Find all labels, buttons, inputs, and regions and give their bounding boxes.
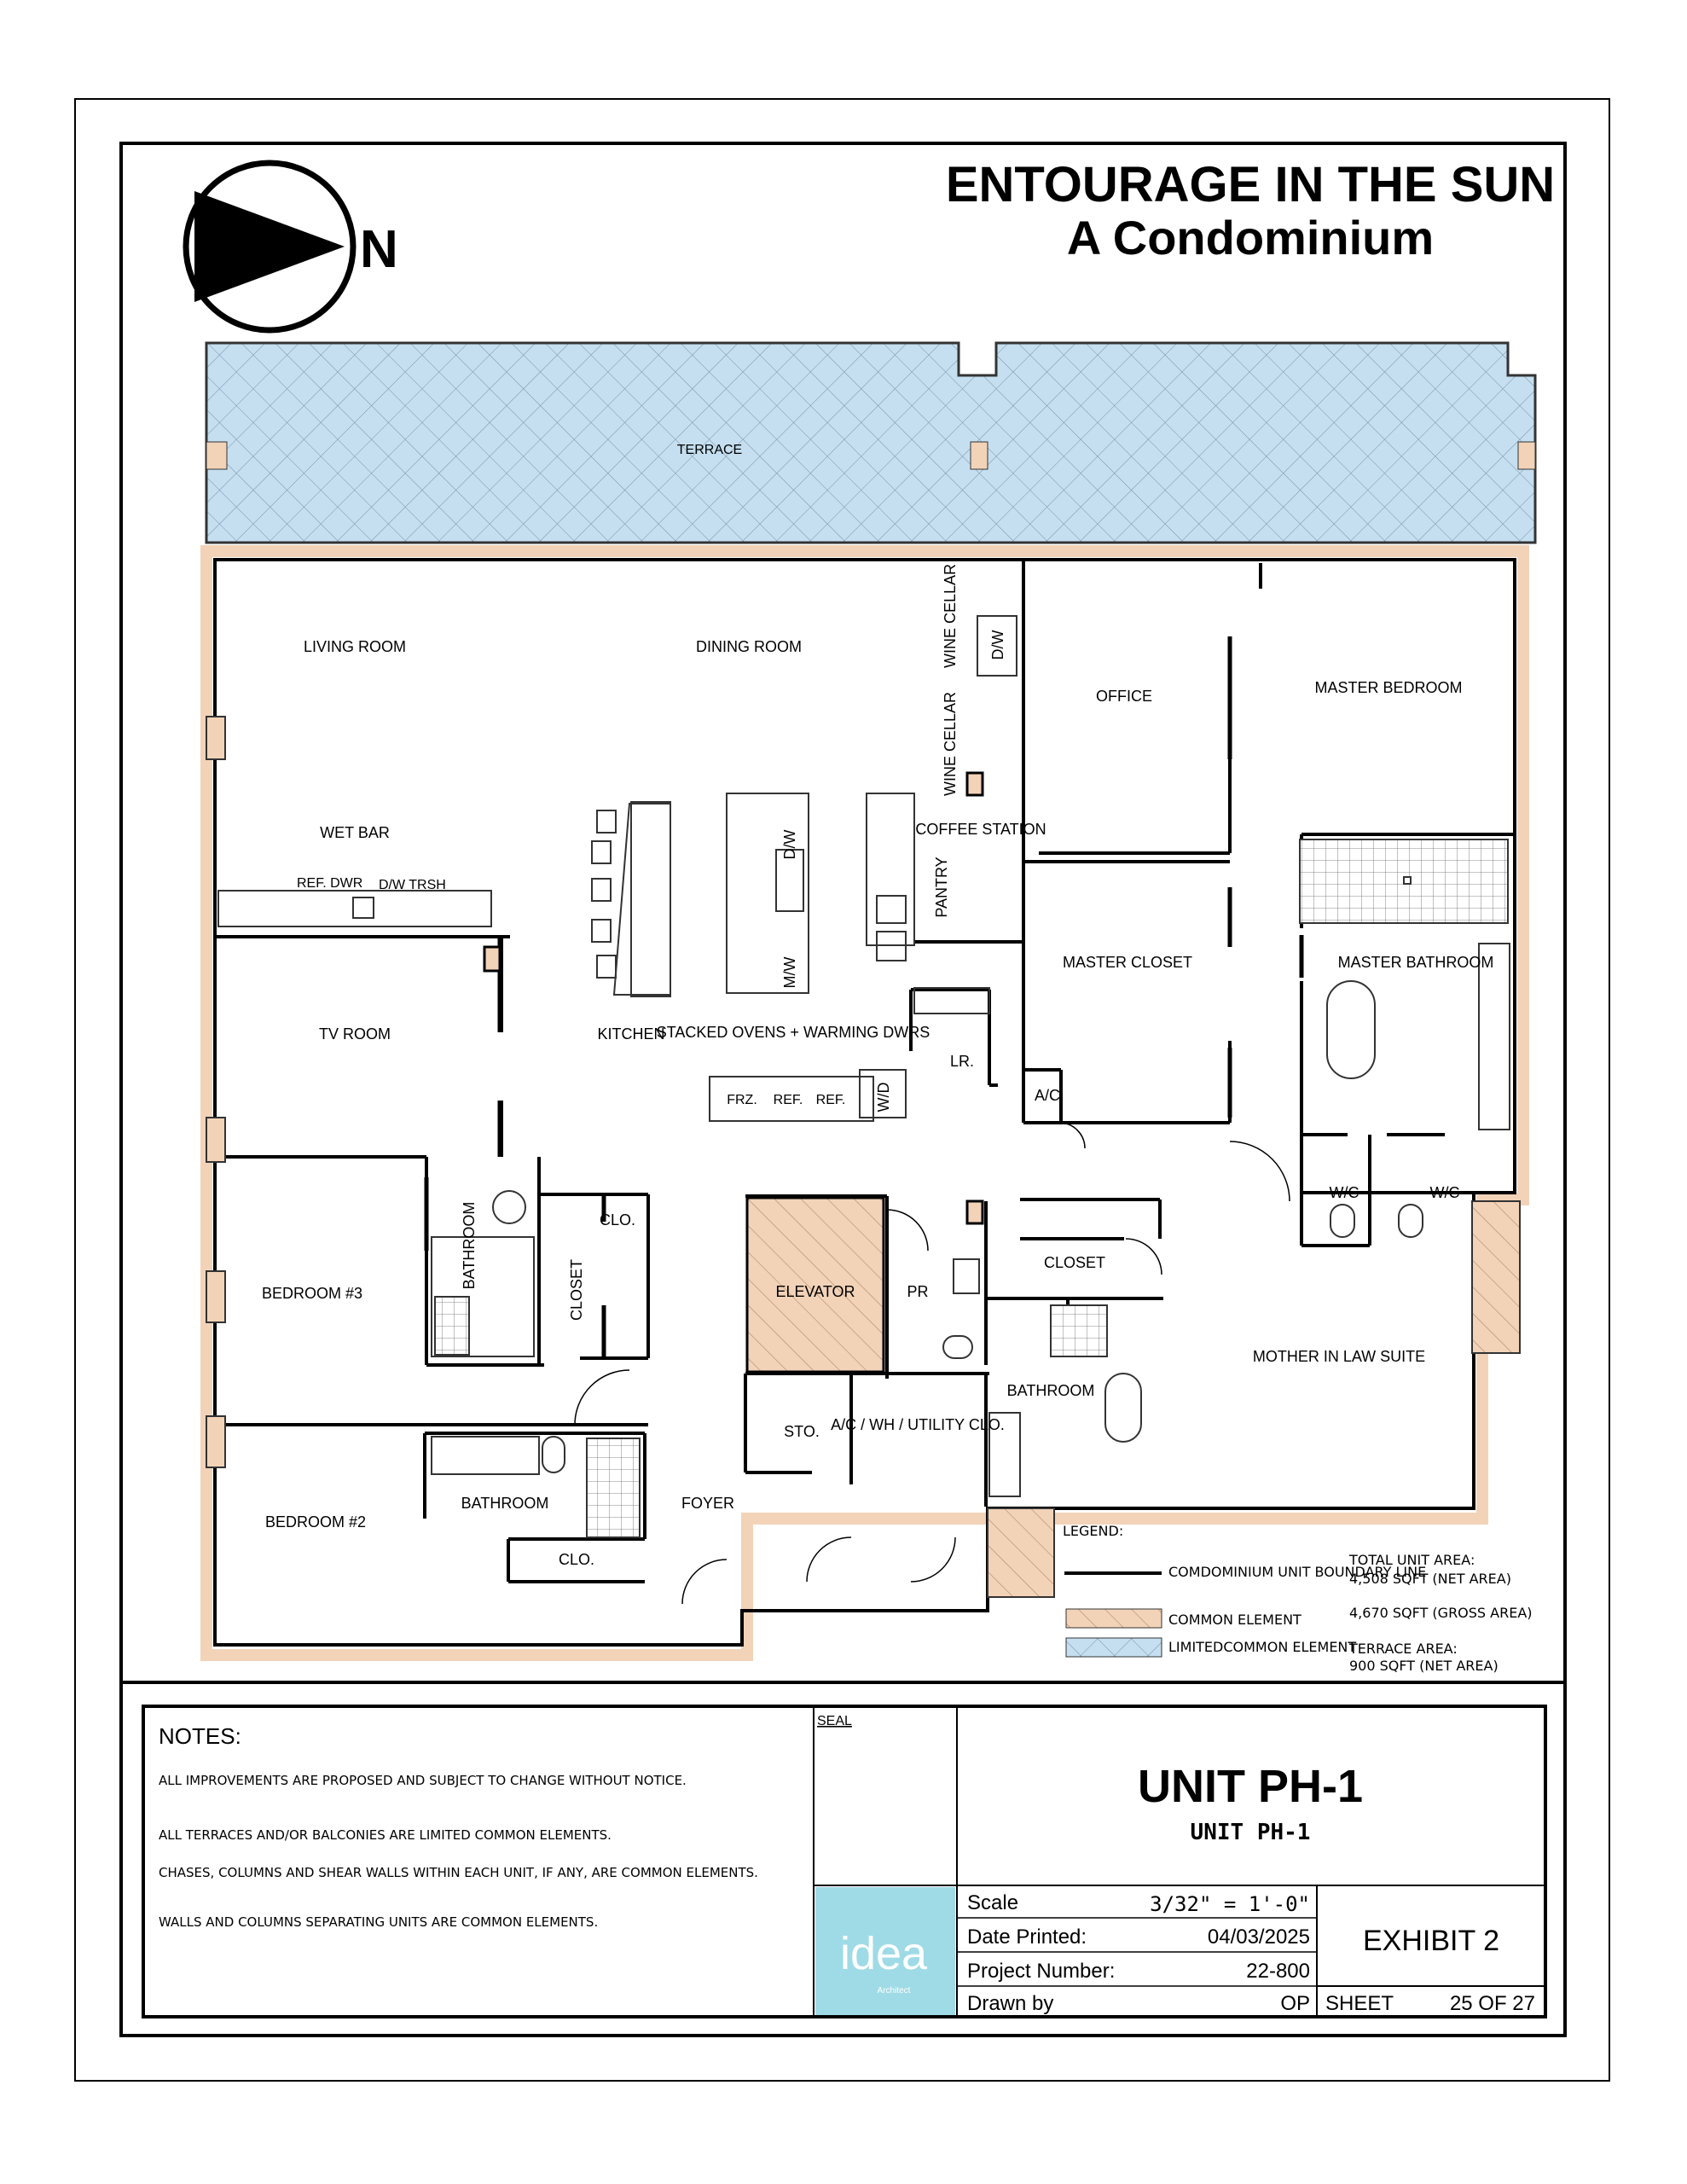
legend-title: LEGEND: <box>1063 1523 1124 1539</box>
project-title: ENTOURAGE IN THE SUN <box>945 157 1556 212</box>
room-label-utility: A/C / WH / UTILITY CLO. <box>831 1416 1005 1433</box>
column-common <box>967 773 983 795</box>
legend-common-swatch <box>1066 1609 1162 1628</box>
legend-terrace-area: 900 SQFT (NET AREA) <box>1349 1658 1499 1674</box>
drawn-by-value: OP <box>1280 1992 1310 2015</box>
door-swings <box>575 1123 1290 1604</box>
note-3-text: CHASES, COLUMNS AND SHEAR WALLS WITHIN EACH UNIT, IF ANY, ARE COMMON ELEMENTS. <box>159 1865 758 1880</box>
room-label-lr: LR. <box>949 1053 975 1070</box>
room-label-coffee-station: COFFEE STATION <box>915 821 1046 838</box>
legend-gross-area: 4,670 SQFT (GROSS AREA) <box>1349 1605 1533 1621</box>
room-label-bathroom2: BATHROOM <box>461 1495 549 1512</box>
note-3 <box>159 1865 758 1880</box>
room-label-wc1: W/C <box>1329 1184 1359 1201</box>
fixture-label-dw-trsh: D/W TRSH <box>379 878 446 892</box>
room-label-elevator: ELEVATOR <box>775 1283 855 1300</box>
note-1 <box>159 1773 687 1788</box>
room-label-foyer: FOYER <box>681 1495 735 1512</box>
fixture-label-ref1: REF. <box>773 1093 803 1107</box>
room-label-clo-top: CLO. <box>599 1211 636 1228</box>
north-arrow-icon <box>186 163 353 330</box>
fixture-label-wd: W/D <box>875 1082 892 1112</box>
unit-boundary-line <box>215 560 1515 1645</box>
legend-terrace-label: TERRACE AREA: <box>1349 1641 1458 1657</box>
room-label-pantry: PANTRY <box>933 857 950 918</box>
room-label-living-room: LIVING ROOM <box>303 638 407 655</box>
fixture-label-dw: D/W <box>989 630 1006 660</box>
scale-value: 3/32" = 1'-0" <box>1150 1892 1310 1916</box>
room-label-wine-cellar: WINE CELLAR <box>942 563 959 669</box>
room-label-wine-cellar-2: WINE CELLAR <box>942 691 959 797</box>
room-label-wet-bar: WET BAR <box>320 824 390 841</box>
room-label-sto: STO. <box>784 1423 820 1440</box>
legend-limited-swatch <box>1066 1638 1162 1657</box>
logo-text: idea <box>839 1928 928 1979</box>
legend-total-label: TOTAL UNIT AREA: <box>1349 1552 1475 1568</box>
room-label-master-closet: MASTER CLOSET <box>1062 954 1193 971</box>
fixture-label-frz: FRZ. <box>727 1093 757 1107</box>
drawn-by-label: Drawn by <box>967 1992 1054 2015</box>
unit-title: UNIT PH-1 <box>1137 1761 1364 1812</box>
master-bedroom-text: MASTER BEDROOM <box>1314 679 1463 696</box>
room-label-office: OFFICE <box>1096 688 1152 705</box>
column-common <box>1472 1201 1520 1353</box>
room-label-mother-in-law: MOTHER IN LAW SUITE <box>1252 1348 1426 1365</box>
unit-perimeter-common-wall <box>206 551 1523 1655</box>
fixture-label-stacked-ovens: STACKED OVENS + WARMING DWRS <box>656 1024 930 1041</box>
sheet-value: 25 OF 27 <box>1449 1992 1535 2015</box>
legend-common-label: COMMON ELEMENT <box>1168 1612 1301 1628</box>
notes-heading: NOTES: <box>159 1723 241 1749</box>
room-label-master-bathroom: MASTER BATHROOM <box>1337 954 1494 971</box>
room-label-wc2: W/C <box>1429 1184 1460 1201</box>
room-label-kitchen: KITCHEN <box>597 1025 665 1043</box>
legend-net-area: 4,508 SQFT (NET AREA) <box>1349 1571 1511 1587</box>
fixture-label-island-mw: M/W <box>781 956 798 989</box>
terrace-column <box>1518 442 1535 469</box>
sheet-label: SHEET <box>1325 1992 1394 2015</box>
note-4: WALLS AND COLUMNS SEPARATING UNITS ARE COMMON ELEMENTS. <box>159 1914 599 1930</box>
room-label-bathroom-mil: BATHROOM <box>1006 1382 1095 1399</box>
scale-label: Scale <box>967 1891 1019 1914</box>
room-label-master-bedroom <box>1314 679 1462 696</box>
column-common <box>484 947 500 971</box>
room-label-bathroom3: BATHROOM <box>461 1201 478 1290</box>
room-label-ac: A/C <box>1034 1087 1061 1104</box>
legend-boundary-text: COMDOMINIUM UNIT BOUNDARY LINE <box>1168 1564 1427 1580</box>
project-subtitle: A Condominium <box>1066 211 1435 264</box>
unit-subtitle: UNIT PH-1 <box>1190 1820 1311 1845</box>
terrace-column <box>971 442 988 469</box>
project-number-label: Project Number: <box>967 1960 1116 1983</box>
project-number-value: 22-800 <box>1246 1960 1310 1983</box>
room-label-tv-room: TV ROOM <box>319 1025 391 1043</box>
legend-limited-label <box>1168 1639 1356 1655</box>
fixture-label-ref2: REF. <box>815 1093 846 1107</box>
date-value: 04/03/2025 <box>1207 1926 1310 1949</box>
room-label-terrace: TERRACE <box>676 443 743 457</box>
room-label-pr: PR <box>907 1283 929 1300</box>
room-label-closet-mil: CLOSET <box>1043 1254 1106 1271</box>
column-common <box>967 1201 983 1223</box>
logo-subtext: Architect <box>877 1986 911 1995</box>
seal-label: SEAL <box>817 1714 852 1728</box>
fixture-label-island-dw: D/W <box>781 829 798 860</box>
room-label-dining-room: DINING ROOM <box>696 638 802 655</box>
terrace-area <box>206 343 1535 543</box>
room-label-bedroom2: BEDROOM #2 <box>264 1513 367 1531</box>
date-label: Date Printed: <box>967 1926 1087 1949</box>
kitchen-fixtures <box>218 616 1510 1537</box>
note-1-text: ALL IMPROVEMENTS ARE PROPOSED AND SUBJECT TO CHANGE WITHOUT NOTICE. <box>159 1773 687 1788</box>
legend-limited-text: LIMITEDCOMMON ELEMENT <box>1168 1639 1357 1655</box>
north-label: N <box>360 220 398 279</box>
room-label-closet3: CLOSET <box>568 1258 585 1321</box>
note-2: ALL TERRACES AND/OR BALCONIES ARE LIMITED COMMON ELEMENTS. <box>159 1827 612 1843</box>
exhibit-label: EXHIBIT 2 <box>1363 1925 1499 1957</box>
column-common <box>988 1508 1054 1597</box>
terrace-column <box>206 442 227 469</box>
fixture-label-ref-dwr: REF. DWR <box>297 876 363 891</box>
room-label-clo2: CLO. <box>558 1551 595 1568</box>
room-label-bedroom3: BEDROOM #3 <box>261 1285 363 1302</box>
